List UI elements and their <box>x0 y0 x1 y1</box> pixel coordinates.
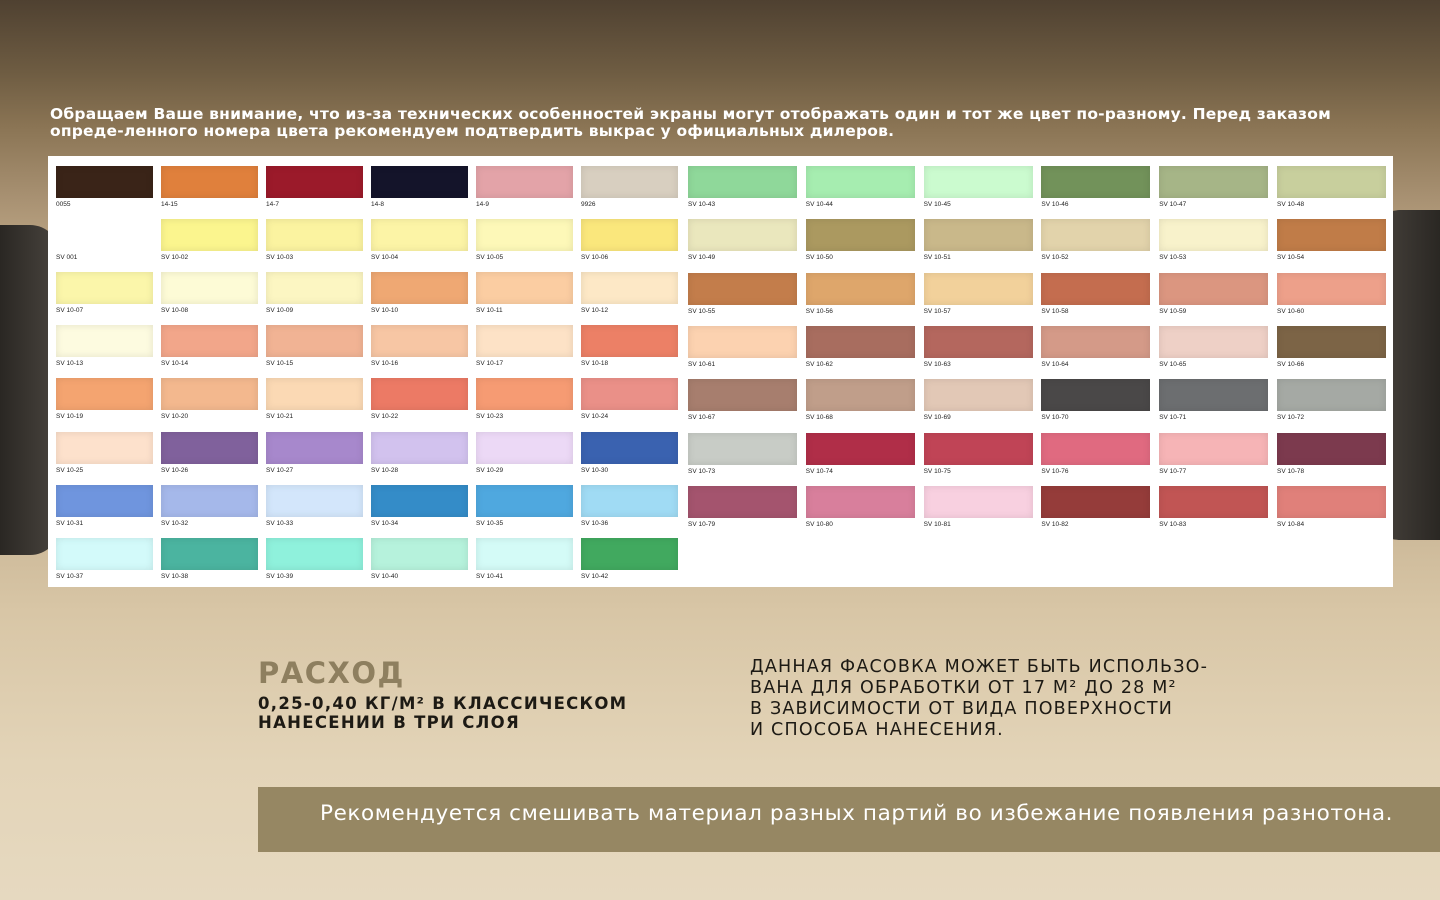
swatch-code: SV 10-25 <box>56 466 84 474</box>
mixing-banner <box>258 787 1440 852</box>
swatch-color <box>806 273 915 305</box>
swatch-code: SV 10-34 <box>371 519 399 527</box>
swatch-color <box>1041 326 1150 358</box>
swatch-color <box>688 433 797 465</box>
swatch-color <box>924 433 1033 465</box>
swatch-code: SV 10-02 <box>161 254 189 262</box>
package-line-2: ВАНА ДЛЯ ОБРАБОТКИ ОТ 17 М² ДО 28 М² <box>750 678 1177 698</box>
swatch-code: SV 10-76 <box>1041 467 1069 475</box>
swatch-code: SV 10-62 <box>805 360 833 368</box>
swatch-color <box>1041 379 1150 411</box>
swatch-color <box>56 219 153 251</box>
swatch-code: SV 10-57 <box>923 307 951 315</box>
swatch-sv-10-81 <box>924 486 1033 530</box>
swatch-color <box>56 325 153 357</box>
swatch-sv-10-11 <box>476 272 573 316</box>
swatch-sv-10-45 <box>924 166 1033 210</box>
swatch-color <box>476 166 573 198</box>
swatch-code: SV 10-30 <box>581 466 609 474</box>
swatch-code: SV 10-49 <box>688 254 716 262</box>
swatch-0055 <box>56 166 153 210</box>
swatch-code: SV 10-23 <box>476 413 504 421</box>
swatch-sv-10-22 <box>371 378 468 422</box>
swatch-sv-10-04 <box>371 219 468 263</box>
swatch-code: SV 10-70 <box>1041 414 1069 422</box>
swatch-sv-10-84 <box>1277 486 1386 530</box>
swatch-color <box>161 325 258 357</box>
swatch-code: SV 10-59 <box>1159 307 1187 315</box>
swatch-sv-10-38 <box>161 538 258 582</box>
swatch-color <box>1277 486 1386 518</box>
palette-group-right <box>683 156 1393 587</box>
swatch-sv-10-79 <box>688 486 797 530</box>
swatch-color <box>161 272 258 304</box>
swatch-sv-10-68 <box>806 379 915 423</box>
swatch-color <box>806 486 915 518</box>
swatch-color <box>581 538 678 570</box>
swatch-color <box>688 219 797 251</box>
swatch-color <box>161 432 258 464</box>
swatch-color <box>56 272 153 304</box>
swatch-color <box>581 432 678 464</box>
swatch-sv-10-61 <box>688 326 797 370</box>
swatch-code: SV 10-38 <box>161 572 189 580</box>
swatch-color <box>1159 219 1268 251</box>
swatch-color <box>1041 219 1150 251</box>
swatch-code: SV 10-15 <box>266 360 294 368</box>
swatch-code: SV 10-73 <box>688 467 716 475</box>
swatch-color <box>924 166 1033 198</box>
consumption-line-2: НАНЕСЕНИИ В ТРИ СЛОЯ <box>258 713 520 732</box>
swatch-code: SV 10-04 <box>371 254 399 262</box>
swatch-14-9 <box>476 166 573 210</box>
swatch-sv-10-27 <box>266 432 363 476</box>
swatch-color <box>806 326 915 358</box>
swatch-code: SV 10-69 <box>923 414 951 422</box>
swatch-code: SV 10-66 <box>1277 360 1305 368</box>
swatch-color <box>1277 433 1386 465</box>
swatch-color <box>1159 273 1268 305</box>
swatch-color <box>1159 326 1268 358</box>
swatch-sv-10-30 <box>581 432 678 476</box>
swatch-sv-10-28 <box>371 432 468 476</box>
swatch-code: SV 10-55 <box>688 307 716 315</box>
swatch-sv-10-82 <box>1041 486 1150 530</box>
swatch-sv-10-34 <box>371 485 468 529</box>
swatch-sv-10-74 <box>806 433 915 477</box>
swatch-sv-10-12 <box>581 272 678 316</box>
swatch-color <box>371 485 468 517</box>
swatch-sv-10-53 <box>1159 219 1268 263</box>
swatch-code: SV 10-48 <box>1277 201 1305 208</box>
swatch-code: SV 10-37 <box>56 572 84 580</box>
swatch-color <box>581 166 678 198</box>
swatch-code: SV 10-20 <box>161 413 189 421</box>
swatch-sv-10-67 <box>688 379 797 423</box>
swatch-code: SV 10-50 <box>805 254 833 262</box>
swatch-sv-10-44 <box>806 166 915 210</box>
swatch-code: SV 10-36 <box>581 519 609 527</box>
swatch-color <box>476 378 573 410</box>
swatch-sv-10-10 <box>371 272 468 316</box>
swatch-sv-10-83 <box>1159 486 1268 530</box>
swatch-color <box>924 219 1033 251</box>
swatch-color <box>266 325 363 357</box>
swatch-color <box>266 166 363 198</box>
swatch-code: SV 10-84 <box>1277 520 1305 528</box>
swatch-sv-10-69 <box>924 379 1033 423</box>
swatch-color <box>161 538 258 570</box>
color-palette <box>48 156 1393 587</box>
swatch-color <box>371 166 468 198</box>
swatch-code: 14-15 <box>161 201 178 208</box>
swatch-sv-10-73 <box>688 433 797 477</box>
swatch-color <box>806 166 915 198</box>
swatch-color <box>1277 326 1386 358</box>
swatch-sv-10-35 <box>476 485 573 529</box>
swatch-code: SV 10-43 <box>688 201 716 208</box>
swatch-sv-10-66 <box>1277 326 1386 370</box>
swatch-color <box>581 272 678 304</box>
swatch-color <box>476 538 573 570</box>
swatch-color <box>1277 166 1386 198</box>
swatch-code: SV 10-13 <box>56 360 84 368</box>
swatch-sv-10-14 <box>161 325 258 369</box>
swatch-sv-10-48 <box>1277 166 1386 210</box>
swatch-color <box>806 219 915 251</box>
swatch-code: SV 10-26 <box>161 466 189 474</box>
swatch-sv-10-54 <box>1277 219 1386 263</box>
package-line-3: В ЗАВИСИМОСТИ ОТ ВИДА ПОВЕРХНОСТИ <box>750 699 1174 719</box>
swatch-code: SV 10-24 <box>581 413 609 421</box>
swatch-sv-001 <box>56 219 153 263</box>
swatch-sv-10-26 <box>161 432 258 476</box>
swatch-sv-10-50 <box>806 219 915 263</box>
swatch-code: SV 10-28 <box>371 466 399 474</box>
swatch-color <box>266 378 363 410</box>
swatch-color <box>1159 166 1268 198</box>
swatch-code: SV 10-35 <box>476 519 504 527</box>
swatch-code: SV 10-45 <box>923 201 951 208</box>
swatch-code: SV 10-78 <box>1277 467 1305 475</box>
swatch-sv-10-07 <box>56 272 153 316</box>
swatch-sv-10-63 <box>924 326 1033 370</box>
swatch-sv-10-09 <box>266 272 363 316</box>
swatch-color <box>56 166 153 198</box>
swatch-sv-10-36 <box>581 485 678 529</box>
swatch-sv-10-02 <box>161 219 258 263</box>
swatch-sv-10-17 <box>476 325 573 369</box>
swatch-code: 14-9 <box>476 201 490 208</box>
swatch-color <box>1277 379 1386 411</box>
swatch-sv-10-46 <box>1041 166 1150 210</box>
swatch-sv-10-03 <box>266 219 363 263</box>
swatch-color <box>924 273 1033 305</box>
swatch-code: SV 10-71 <box>1159 414 1187 422</box>
swatch-code: SV 001 <box>56 254 78 262</box>
swatch-color <box>806 433 915 465</box>
swatch-sv-10-75 <box>924 433 1033 477</box>
swatch-color <box>56 538 153 570</box>
swatch-color <box>1041 433 1150 465</box>
swatch-code: SV 10-44 <box>805 201 833 208</box>
swatch-code: SV 10-18 <box>581 360 609 368</box>
swatch-code: SV 10-63 <box>923 360 951 368</box>
swatch-code: SV 10-67 <box>688 414 716 422</box>
swatch-code: SV 10-47 <box>1159 201 1187 208</box>
consumption-title: РАСХОД <box>258 656 405 690</box>
swatch-sv-10-05 <box>476 219 573 263</box>
swatch-code: SV 10-72 <box>1277 414 1305 422</box>
swatch-sv-10-43 <box>688 166 797 210</box>
package-line-4: И СПОСОБА НАНЕСЕНИЯ. <box>750 720 1004 740</box>
swatch-code: 0055 <box>56 201 71 208</box>
swatch-code: 14-7 <box>266 201 280 208</box>
swatch-sv-10-78 <box>1277 433 1386 477</box>
swatch-code: SV 10-21 <box>266 413 294 421</box>
swatch-code: SV 10-77 <box>1159 467 1187 475</box>
swatch-14-7 <box>266 166 363 210</box>
consumption-line-1: 0,25-0,40 КГ/М² В КЛАССИЧЕСКОМ <box>258 694 628 713</box>
swatch-sv-10-80 <box>806 486 915 530</box>
swatch-code: SV 10-06 <box>581 254 609 262</box>
swatch-sv-10-23 <box>476 378 573 422</box>
swatch-code: SV 10-83 <box>1159 520 1187 528</box>
swatch-code: SV 10-27 <box>266 466 294 474</box>
swatch-sv-10-06 <box>581 219 678 263</box>
swatch-sv-10-51 <box>924 219 1033 263</box>
swatch-code: SV 10-05 <box>476 254 504 262</box>
swatch-color <box>1159 433 1268 465</box>
swatch-sv-10-72 <box>1277 379 1386 423</box>
swatch-sv-10-33 <box>266 485 363 529</box>
swatch-code: SV 10-39 <box>266 572 294 580</box>
swatch-14-8 <box>371 166 468 210</box>
swatch-sv-10-21 <box>266 378 363 422</box>
swatch-sv-10-16 <box>371 325 468 369</box>
display-notice: Обращаем Ваше внимание, что из-за технических особенностей экраны могут отображать один и тот же цвет по-разному. Перед заказом опреде-ленного номера цвета рекомендуем подтвердить выкрас у официальных дилеров. <box>50 105 1331 140</box>
swatch-code: SV 10-17 <box>476 360 504 368</box>
swatch-color <box>1277 273 1386 305</box>
consumption-text <box>258 694 638 732</box>
swatch-sv-10-13 <box>56 325 153 369</box>
swatch-code: SV 10-53 <box>1159 254 1187 262</box>
swatch-color <box>924 486 1033 518</box>
swatch-code: SV 10-75 <box>923 467 951 475</box>
swatch-sv-10-70 <box>1041 379 1150 423</box>
swatch-code: SV 10-54 <box>1277 254 1305 262</box>
swatch-color <box>161 166 258 198</box>
swatch-code: SV 10-07 <box>56 307 84 315</box>
swatch-color <box>371 432 468 464</box>
swatch-sv-10-76 <box>1041 433 1150 477</box>
swatch-sv-10-15 <box>266 325 363 369</box>
swatch-color <box>266 485 363 517</box>
swatch-color <box>371 219 468 251</box>
swatch-code: SV 10-65 <box>1159 360 1187 368</box>
package-line-1: ДАННАЯ ФАСОВКА МОЖЕТ БЫТЬ ИСПОЛЬЗО- <box>750 657 1209 677</box>
swatch-code: SV 10-40 <box>371 572 399 580</box>
swatch-color <box>266 538 363 570</box>
swatch-color <box>806 379 915 411</box>
swatch-color <box>1159 379 1268 411</box>
swatch-sv-10-29 <box>476 432 573 476</box>
swatch-sv-10-57 <box>924 273 1033 317</box>
swatch-color <box>56 432 153 464</box>
swatch-color <box>924 379 1033 411</box>
swatch-code: SV 10-74 <box>805 467 833 475</box>
palette-group-left <box>48 156 688 587</box>
swatch-color <box>581 485 678 517</box>
swatch-color <box>371 378 468 410</box>
swatch-color <box>581 325 678 357</box>
swatch-code: SV 10-80 <box>805 520 833 528</box>
swatch-color <box>1041 273 1150 305</box>
swatch-code: SV 10-08 <box>161 307 189 315</box>
swatch-color <box>1041 166 1150 198</box>
swatch-sv-10-77 <box>1159 433 1268 477</box>
swatch-color <box>56 378 153 410</box>
swatch-sv-10-49 <box>688 219 797 263</box>
swatch-sv-10-32 <box>161 485 258 529</box>
swatch-sv-10-47 <box>1159 166 1268 210</box>
swatch-sv-10-71 <box>1159 379 1268 423</box>
swatch-color <box>924 326 1033 358</box>
swatch-code: SV 10-14 <box>161 360 189 368</box>
swatch-sv-10-55 <box>688 273 797 317</box>
swatch-code: SV 10-56 <box>805 307 833 315</box>
swatch-color <box>266 219 363 251</box>
swatch-code: SV 10-81 <box>923 520 951 528</box>
swatch-code: SV 10-52 <box>1041 254 1069 262</box>
swatch-color <box>371 272 468 304</box>
swatch-code: SV 10-22 <box>371 413 399 421</box>
swatch-sv-10-58 <box>1041 273 1150 317</box>
swatch-color <box>56 485 153 517</box>
swatch-sv-10-20 <box>161 378 258 422</box>
swatch-color <box>688 166 797 198</box>
swatch-sv-10-56 <box>806 273 915 317</box>
swatch-color <box>371 325 468 357</box>
swatch-color <box>266 432 363 464</box>
swatch-color <box>161 378 258 410</box>
swatch-code: SV 10-64 <box>1041 360 1069 368</box>
swatch-color <box>476 485 573 517</box>
swatch-sv-10-59 <box>1159 273 1268 317</box>
swatch-code: SV 10-11 <box>476 307 503 315</box>
swatch-sv-10-19 <box>56 378 153 422</box>
swatch-sv-10-64 <box>1041 326 1150 370</box>
swatch-sv-10-25 <box>56 432 153 476</box>
swatch-sv-10-42 <box>581 538 678 582</box>
swatch-code: SV 10-68 <box>805 414 833 422</box>
swatch-color <box>476 432 573 464</box>
swatch-color <box>1041 486 1150 518</box>
swatch-code: SV 10-58 <box>1041 307 1069 315</box>
swatch-code: 14-8 <box>371 201 385 208</box>
swatch-code: SV 10-33 <box>266 519 294 527</box>
swatch-color <box>581 219 678 251</box>
swatch-code: SV 10-29 <box>476 466 504 474</box>
swatch-color <box>266 272 363 304</box>
swatch-sv-10-24 <box>581 378 678 422</box>
swatch-sv-10-52 <box>1041 219 1150 263</box>
swatch-color <box>1159 486 1268 518</box>
banner-message: Рекомендуется смешивать материал разных партий во избежание появления разнотона. <box>320 801 1394 826</box>
swatch-color <box>476 272 573 304</box>
swatch-code: SV 10-41 <box>476 572 504 580</box>
swatch-color <box>688 379 797 411</box>
consumption-block <box>258 656 638 732</box>
swatch-sv-10-31 <box>56 485 153 529</box>
swatch-9926 <box>581 166 678 210</box>
swatch-sv-10-37 <box>56 538 153 582</box>
swatch-color <box>371 538 468 570</box>
swatch-code: SV 10-32 <box>161 519 189 527</box>
swatch-code: SV 10-42 <box>581 572 609 580</box>
swatch-sv-10-65 <box>1159 326 1268 370</box>
swatch-code: SV 10-79 <box>688 520 716 528</box>
swatch-code: SV 10-51 <box>923 254 951 262</box>
swatch-code: SV 10-82 <box>1041 520 1069 528</box>
swatch-sv-10-18 <box>581 325 678 369</box>
swatch-code: SV 10-16 <box>371 360 399 368</box>
swatch-code: SV 10-09 <box>266 307 294 315</box>
swatch-color <box>688 273 797 305</box>
swatch-code: SV 10-60 <box>1277 307 1305 315</box>
swatch-color <box>476 325 573 357</box>
swatch-code: 9926 <box>581 201 596 208</box>
swatch-sv-10-62 <box>806 326 915 370</box>
swatch-color <box>161 219 258 251</box>
swatch-code: SV 10-19 <box>56 413 84 421</box>
swatch-code: SV 10-03 <box>266 254 294 262</box>
package-info <box>750 657 1220 741</box>
swatch-14-15 <box>161 166 258 210</box>
swatch-color <box>688 326 797 358</box>
swatch-sv-10-08 <box>161 272 258 316</box>
swatch-sv-10-60 <box>1277 273 1386 317</box>
swatch-code: SV 10-31 <box>56 519 84 527</box>
swatch-sv-10-39 <box>266 538 363 582</box>
swatch-color <box>688 486 797 518</box>
swatch-color <box>476 219 573 251</box>
swatch-sv-10-41 <box>476 538 573 582</box>
swatch-code: SV 10-46 <box>1041 201 1069 208</box>
swatch-code: SV 10-10 <box>371 307 399 315</box>
swatch-code: SV 10-12 <box>581 307 609 315</box>
swatch-color <box>581 378 678 410</box>
swatch-code: SV 10-61 <box>688 360 716 368</box>
swatch-color <box>1277 219 1386 251</box>
swatch-sv-10-40 <box>371 538 468 582</box>
swatch-color <box>161 485 258 517</box>
